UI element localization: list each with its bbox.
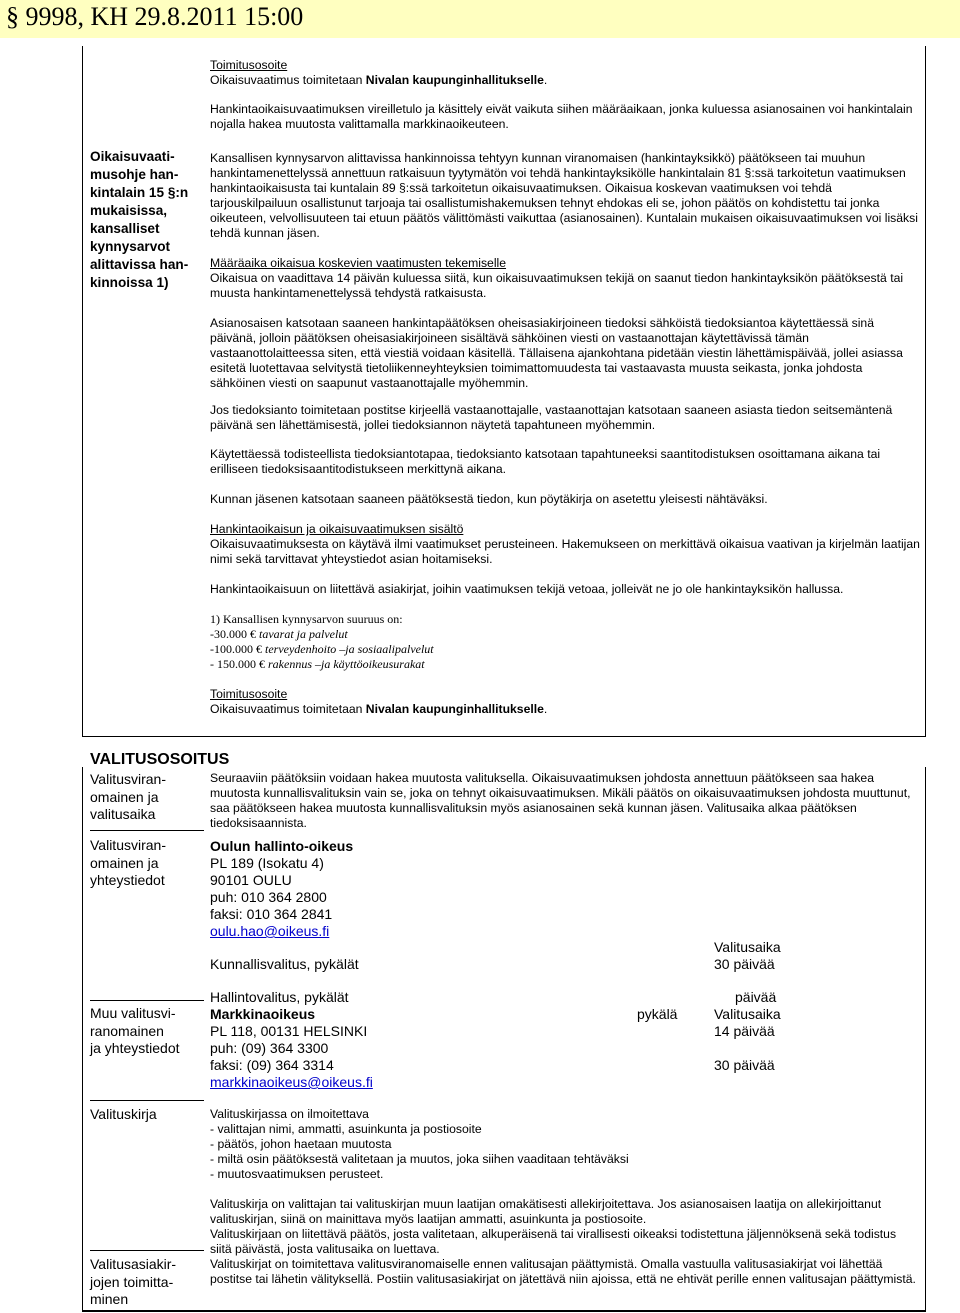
- markkinaoikeus-value-1: 14 päivää: [714, 1023, 775, 1039]
- toimittaminen-paragraph: Valituskirjat on toimitettava valitusviranomaiselle ennen valitusajan päättymistä. Omalla vastuulla valitusasiakirjat voi lähettää postitse tai lähetin välityksellä. Postiin valitusasiakirjat on jätettävä niin ajoissa, että ne ehtivät perille ennen valitusajan päättymistä.: [210, 1257, 916, 1286]
- row-hallintovalitus-value: päivää: [735, 989, 777, 1005]
- main-paragraph-5: Käytettäessä todisteellista tiedoksiantotapaa, tiedoksianto katsotaan tapahtuneeksi saantitodistuksen osoittamana aikana tai erilliseen tiedoksisaantitodistukseen merkittynä aikana.: [210, 447, 881, 476]
- markkinaoikeus-value-2: 30 päivää: [714, 1057, 775, 1073]
- valitus-intro: Seuraaviin päätöksiin voidaan hakea muutosta valituksella. Oikaisuvaatimuksen johdosta annettuun päätökseen saa hakea muutosta kunnallisvalituksin vain se, joka on tehnyt oikaisuvaatimuksen. Mikäli päätös on oikaisuvaatimuksen johdosta muuttunut, saa päätökseen hakea muutosta kunnallisvalituksin myös asianosainen sekä kunnan jäsen. Valitusaika alkaa päätöksen tiedoksisaannista.: [210, 771, 911, 830]
- page-header: [0, 0, 960, 38]
- row-kunnallisvalitus: Kunnallisvalitus, pykälät: [210, 956, 359, 972]
- side-toimittaminen: Valitusasiakir- jojen toimitta- minen: [90, 1256, 177, 1307]
- side-yhteystiedot: Valitusviran- omainen ja yhteystiedot: [90, 837, 166, 888]
- main-paragraph-7: Oikaisuvaatimuksesta on käytävä ilmi vaatimukset perusteineen. Hakemukseen on merkittävä oikaisua vaativan ja kirjelmän laatijan nimi sekä tarvittavat yhteystiedot asian hoitamiseksi.: [210, 537, 920, 566]
- main-paragraph-6: Kunnan jäsenen katsotaan saaneen päätöksestä tiedon, kun pöytäkirja on asetettu yleisesti nähtäväksi.: [210, 492, 768, 506]
- court-name: Oulun hallinto-oikeus: [210, 838, 354, 854]
- valitusosoitus-title: VALITUSOSOITUS: [90, 751, 230, 768]
- valituskirja-paragraph-2: Valituskirja on valittajan tai valituskirjan muun laatijan omakätisesti allekirjoitettava. Jos asianosaisen laatija on allekirjoittanut valituskirjan, siinä on mainittava myös laatijan ammatti, asuinkunta ja postiosoite.: [210, 1197, 882, 1226]
- list-item: - päätös, johon haetaan muutosta: [210, 1137, 392, 1151]
- side-separator: [90, 1000, 204, 1001]
- header-title: § 9998, KH 29.8.2011 15:00: [6, 2, 304, 31]
- main-paragraph-1: Kansallisen kynnysarvon alittavissa hankinnoissa tehtyyn kunnan viranomaisen (hankintayksikkö) päätökseen tai muuhun hankintamenettelyssä annettuun ratkaisuun tyytymätön voi tehdä hankintayksikölle hankintalain 81 §:ssä tarkoitetun vaatimuksen hankintaoikaisusta tai kuntalain 89 §:ssä tarkoitetun oikaisuvaatimuksen. Oikaisua koskevan vaatimuksen voi tehdä tarjouskilpailuun osallistunut tarjoaja tai osallistumishakemuksen tehnyt ehdokas eli se, johon päätös on kohdistettu tai jonka oikeuteen, velvollisuuteen tai etuun päätös välittömästi vaikuttaa (asianosainen). Kuntalain mukaisen oikaisuvaatimuksen voi lisäksi tehdä kunnan jäsen.: [210, 151, 918, 240]
- side-valituskirja: Valituskirja: [90, 1106, 157, 1122]
- top-delivery-address: [210, 58, 920, 88]
- main-paragraph-2: Oikaisua on vaadittava 14 päivän kuluessa siitä, kun oikaisuvaatimuksen tekijä on saanut tiedon hankintayksikön päätöksestä tai muusta hankintamenettelyssä tehdystä ratkaisusta.: [210, 271, 904, 300]
- email-link[interactable]: oulu.hao@oikeus.fi: [210, 923, 330, 939]
- content-heading: Hankintaoikaisun ja oikaisuvaatimuksen sisältö: [210, 522, 464, 536]
- deadline-heading: Määräaika oikaisua koskevien vaatimusten tekemiselle: [210, 256, 507, 270]
- side-separator: [90, 830, 204, 831]
- col-valitusaika-2: Valitusaika: [714, 1006, 781, 1022]
- markkinaoikeus-contact: Markkinaoikeus PL 118, 00131 HELSINKI puh: (09) 364 3300 faksi: (09) 364 3314 markkinaoikeus@oikeus.fi: [210, 1006, 373, 1090]
- valituskirja-paragraph-3: Valituskirjaan on liitettävä päätös, josta valitetaan, alkuperäisenä tai virallisesti oikeaksi todistettuna jäljennöksenä sekä todistus siitä päivästä, josta valitusaika on luettava.: [210, 1227, 897, 1256]
- col-valitusaika: Valitusaika: [714, 939, 781, 955]
- bottom-delivery-address: Toimitusosoite Oikaisuvaatimus toimitetaan Nivalan kaupunginhallitukselle.: [210, 687, 548, 716]
- footnote: 1) Kansallisen kynnysarvon suuruus on: -30.000 € tavarat ja palvelut -100.000 € terveydenhoito –ja sosiaalipalvelut - 150.000 € rakennus –ja käyttöoikeusurakat: [210, 612, 434, 671]
- email-link[interactable]: markkinaoikeus@oikeus.fi: [210, 1074, 373, 1090]
- sidebar-heading: Oikaisuvaati- musohje han- kintalain 15 §:n mukaisissa, kansalliset kynnysarvot alittavissa han- kinnoissa 1): [90, 149, 189, 290]
- top-delivery-text: Oikaisuvaatimus toimitetaan Nivalan kaupunginhallitukselle.: [210, 73, 548, 87]
- row-kunnallisvalitus-value: 30 päivää: [714, 956, 775, 972]
- list-item: - muutosvaatimuksen perusteet.: [210, 1167, 384, 1181]
- top-paragraph: Hankintaoikaisuvaatimuksen vireilletulo ja käsittely eivät vaikuta siihen määräaikaan, jonka kuluessa asianosainen voi hankintalain nojalla hakea muutosta valittamalla markkinaoikeuteen.: [210, 102, 913, 131]
- list-item: - valittajan nimi, ammatti, asuinkunta ja postiosoite: [210, 1122, 482, 1136]
- side-separator: [90, 1250, 204, 1251]
- main-paragraph-4: Jos tiedoksianto toimitetaan postitse kirjeellä vastaanottajalle, vastaanottajan katsotaan saaneen asiasta tiedon seitsemäntenä päivänä sen lähettämisestä, jollei tiedoksiannon näytetä tapahtuneen myöhemmin.: [210, 403, 893, 432]
- top-heading: Toimitusosoite: [210, 58, 288, 72]
- pykala-label: pykälä: [637, 1006, 678, 1022]
- valituskirja-list: Valituskirjassa on ilmoitettava - valittajan nimi, ammatti, asuinkunta ja postiosoite - päätös, johon haetaan muutosta - miltä osin päätöksestä valitetaan ja muutos, joka siihen vaaditaan tehtäväksi - muutosvaatimuksen perusteet.: [210, 1107, 920, 1182]
- list-item: - miltä osin päätöksestä valitetaan ja muutos, joka siihen vaaditaan tehtäväksi: [210, 1152, 629, 1166]
- row-hallintovalitus: Hallintovalitus, pykälät: [210, 989, 349, 1005]
- side-separator: [90, 1100, 204, 1101]
- side-muu-valitusviranomainen: Muu valitusvi- ranomainen ja yhteystiedot: [90, 1005, 180, 1056]
- main-paragraph-8: Hankintaoikaisuun on liitettävä asiakirjat, joihin vaatimuksen tekijä vetoaa, jolleivät ne jo ole hankintayksikön hallussa.: [210, 582, 844, 596]
- oulu-court-contact: Oulun hallinto-oikeus PL 189 (Isokatu 4) 90101 OULU puh: 010 364 2800 faksi: 010 364 2841 oulu.hao@oikeus.fi: [210, 838, 540, 940]
- side-valitusaika: Valitusviran- omainen ja valitusaika: [90, 771, 166, 822]
- main-paragraph-3: Asianosaisen katsotaan saaneen hankintapäätöksen oheisasiakirjoineen tiedoksi sähköistä tiedoksiantoa käytettäessä sinä päivänä, jolloin päätöksen oheisasiakirjoineen sisältävä sähköinen viesti on vastaanottajan käytettävissä tämän vastaanottolaitteessa siten, että viestiä voidaan käsitellä. Tällaisena ajankohtana pidetään viestin lähettämispäivää, jollei asiassa esitetä luotettavaa selvitystä tietoliikenneyhteyksien toimimattomuudesta tai vastaavasta muusta seikasta, jonka johdosta sähköinen viesti on saapunut vastaanottajalle myöhemmin.: [210, 316, 903, 390]
